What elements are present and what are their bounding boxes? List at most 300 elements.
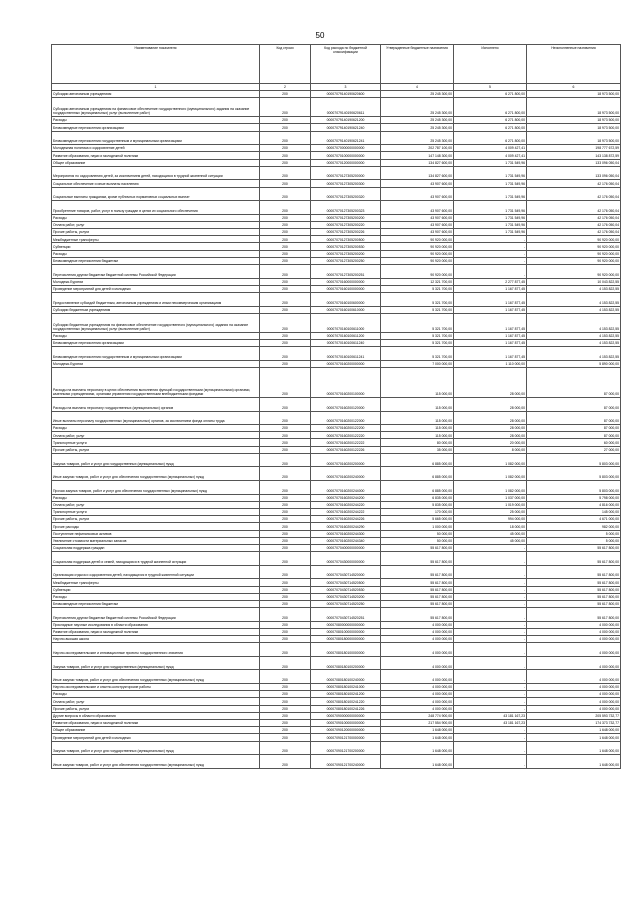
executed-cell: 1 167 877,45 bbox=[454, 313, 527, 332]
approved-cell: 147 148 300,00 bbox=[381, 152, 454, 159]
approved-cell: 5 321 700,00 bbox=[381, 292, 454, 306]
line-code-cell: 200 bbox=[260, 124, 311, 131]
table-row bbox=[52, 530, 621, 537]
line-code-cell: 200 bbox=[260, 243, 311, 250]
approved-cell: 55 617 800,00 bbox=[381, 579, 454, 586]
executed-cell: - bbox=[454, 257, 527, 264]
executed-cell: 1 731 549,96 bbox=[454, 221, 527, 228]
approved-cell: 4 000 000,00 bbox=[381, 621, 454, 628]
unexecuted-cell: 145 000,00 bbox=[527, 509, 621, 516]
indicator-name-cell: Научно-исследовательские и опытно-конструкторские работы bbox=[52, 684, 260, 691]
executed-cell: - bbox=[454, 734, 527, 741]
approved-cell: 202 787 100,00 bbox=[381, 145, 454, 152]
indicator-name-cell: Молодежь Бурятии bbox=[52, 360, 260, 367]
indicator-name-cell: Межбюджетные трансферты bbox=[52, 579, 260, 586]
indicator-name-cell: Безвозмездные перечисления государственным и муниципальным организациям bbox=[52, 347, 260, 361]
column-number: 1 bbox=[52, 84, 260, 91]
executed-cell: 8 000,00 bbox=[454, 446, 527, 453]
indicator-name-cell: Расходы bbox=[52, 593, 260, 600]
approved-cell: 80 000,00 bbox=[381, 439, 454, 446]
indicator-name-cell: Расходы bbox=[52, 425, 260, 432]
unexecuted-cell: 90 920 000,00 bbox=[527, 250, 621, 257]
executed-cell: - bbox=[454, 250, 527, 257]
executed-cell: 2 277 877,45 bbox=[454, 278, 527, 285]
unexecuted-cell: 18 973 500,00 bbox=[527, 98, 621, 117]
indicator-name-cell: Организация отдыха и оздоровления детей, находящихся в трудной жизненной ситуации bbox=[52, 565, 260, 579]
unexecuted-cell: 205 593 732,77 bbox=[527, 712, 621, 719]
budget-code-cell: 00007080180100000000 bbox=[311, 643, 381, 657]
indicator-name-cell: Транспортные услуги bbox=[52, 509, 260, 516]
unexecuted-cell: 143 138 872,59 bbox=[527, 152, 621, 159]
line-code-cell: 200 bbox=[260, 656, 311, 670]
budget-code-cell: 00007070000000000000 bbox=[311, 145, 381, 152]
executed-cell: 1 110 000,00 bbox=[454, 360, 527, 367]
unexecuted-cell: 18 973 500,00 bbox=[527, 117, 621, 124]
executed-cell: 1 082 000,00 bbox=[454, 481, 527, 495]
column-number: 5 bbox=[454, 84, 527, 91]
executed-cell: - bbox=[454, 755, 527, 769]
budget-code-cell: 00007070127305200251 bbox=[311, 265, 381, 279]
budget-code-cell: 00007070160200244000 bbox=[311, 481, 381, 495]
table-row bbox=[52, 579, 621, 586]
table-row bbox=[52, 306, 621, 313]
budget-code-cell: 00007070430714520200 bbox=[311, 593, 381, 600]
executed-cell: 1 731 549,96 bbox=[454, 187, 527, 201]
budget-code-cell: 00007070160200244300 bbox=[311, 530, 381, 537]
unexecuted-cell: 55 617 800,00 bbox=[527, 593, 621, 600]
unexecuted-cell: 4 153 822,55 bbox=[527, 285, 621, 292]
indicator-name-cell: Иные закупки товаров, работ и услуг для обеспечения государственных (муниципальных) нужд bbox=[52, 755, 260, 769]
budget-code-cell: 00007080180100241000 bbox=[311, 684, 381, 691]
indicator-name-cell: Развитие образования, науки и молодежной политики bbox=[52, 152, 260, 159]
line-code-cell: 200 bbox=[260, 530, 311, 537]
line-code-cell: 200 bbox=[260, 691, 311, 698]
approved-cell: 1 648 000,00 bbox=[381, 727, 454, 734]
budget-code-cell: 00007070127305200200 bbox=[311, 250, 381, 257]
approved-cell: 115 000,00 bbox=[381, 367, 454, 397]
budget-code-cell: 00007070127305200300 bbox=[311, 180, 381, 187]
indicator-name-cell: Научно-высшая школа bbox=[52, 636, 260, 643]
table-row bbox=[52, 467, 621, 481]
table-row bbox=[52, 285, 621, 292]
executed-cell: 43 181 167,23 bbox=[454, 719, 527, 726]
approved-cell: 115 000,00 bbox=[381, 432, 454, 439]
budget-code-cell: 00007070160100611000 bbox=[311, 313, 381, 332]
approved-cell: 43 907 600,00 bbox=[381, 187, 454, 201]
line-code-cell: 200 bbox=[260, 131, 311, 145]
executed-cell: 1 731 549,96 bbox=[454, 166, 527, 180]
budget-code-cell: 00007070160200122000 bbox=[311, 411, 381, 425]
indicator-name-cell: Прочая закупка товаров, работ и услуг для обеспечения государственных (муниципальных) нужд bbox=[52, 481, 260, 495]
unexecuted-cell: 42 176 050,04 bbox=[527, 180, 621, 187]
budget-code-cell: 00007070160200240000 bbox=[311, 467, 381, 481]
column-number: 4 bbox=[381, 84, 454, 91]
indicator-name-cell: Иные закупки товаров, работ и услуг для обеспечения государственных (муниципальных) нужд bbox=[52, 670, 260, 684]
line-code-cell: 200 bbox=[260, 214, 311, 221]
unexecuted-cell: 4 153 822,55 bbox=[527, 332, 621, 339]
budget-code-cell: 00007090121700000000 bbox=[311, 734, 381, 741]
executed-cell: - bbox=[454, 243, 527, 250]
header-unexecuted: Неисполненные назначения bbox=[527, 45, 621, 84]
indicator-name-cell: Перечисления другим бюджетам бюджетной системы Российской Федерации bbox=[52, 265, 260, 279]
line-code-cell: 200 bbox=[260, 201, 311, 215]
unexecuted-cell: 90 920 000,00 bbox=[527, 236, 621, 243]
table-row bbox=[52, 152, 621, 159]
approved-cell: 25 245 300,00 bbox=[381, 98, 454, 117]
unexecuted-cell: 133 096 050,04 bbox=[527, 166, 621, 180]
unexecuted-cell: 4 000 000,00 bbox=[527, 691, 621, 698]
indicator-name-cell: Молодежная политика и оздоровление детей bbox=[52, 145, 260, 152]
unexecuted-cell: 42 176 050,04 bbox=[527, 187, 621, 201]
budget-code-cell: 00007070430714520251 bbox=[311, 608, 381, 622]
approved-cell: 4 000 000,00 bbox=[381, 705, 454, 712]
line-code-cell: 200 bbox=[260, 467, 311, 481]
approved-cell: 50 000,00 bbox=[381, 537, 454, 544]
line-code-cell: 200 bbox=[260, 145, 311, 152]
approved-cell: 5 665 000,00 bbox=[381, 516, 454, 523]
line-code-cell: 200 bbox=[260, 636, 311, 643]
approved-cell: 7 000 000,00 bbox=[381, 360, 454, 367]
executed-cell: 1 167 877,45 bbox=[454, 292, 527, 306]
table-row bbox=[52, 145, 621, 152]
executed-cell: - bbox=[454, 727, 527, 734]
approved-cell: 55 617 800,00 bbox=[381, 552, 454, 566]
line-code-cell: 200 bbox=[260, 727, 311, 734]
unexecuted-cell: 4 000 000,00 bbox=[527, 621, 621, 628]
indicator-name-cell: Безвозмездные перечисления бюджетам bbox=[52, 600, 260, 607]
executed-cell: 28 000,00 bbox=[454, 397, 527, 411]
table-row bbox=[52, 453, 621, 467]
indicator-name-cell: Субсидии бюджетным учреждениям bbox=[52, 306, 260, 313]
approved-cell: 25 245 300,00 bbox=[381, 91, 454, 98]
table-row bbox=[52, 187, 621, 201]
indicator-name-cell: Прочие работы, услуги bbox=[52, 705, 260, 712]
budget-code-cell: 00007070160200200000 bbox=[311, 453, 381, 467]
unexecuted-cell: 5 000,00 bbox=[527, 537, 621, 544]
line-code-cell: 200 bbox=[260, 565, 311, 579]
executed-cell: 28 000,00 bbox=[454, 367, 527, 397]
line-code-cell: 200 bbox=[260, 453, 311, 467]
line-code-cell: 200 bbox=[260, 698, 311, 705]
unexecuted-cell: 87 000,00 bbox=[527, 425, 621, 432]
unexecuted-cell: 4 000 000,00 bbox=[527, 705, 621, 712]
indicator-name-cell: Закупка товаров, работ и услуг для государственных (муниципальных) нужд bbox=[52, 453, 260, 467]
indicator-name-cell: Субсидии бюджетным учреждениям на финансовое обеспечение государственного (муниципального) задания на оказание государственных (муниципальных) услуг (выполнение работ) bbox=[52, 313, 260, 332]
table-row bbox=[52, 397, 621, 411]
budget-code-cell: 00007090000000000000 bbox=[311, 712, 381, 719]
column-number: 6 bbox=[527, 84, 621, 91]
approved-cell: 50 000,00 bbox=[381, 530, 454, 537]
approved-cell: 4 000 000,00 bbox=[381, 656, 454, 670]
budget-code-cell: 00007070430714520500 bbox=[311, 579, 381, 586]
table-row bbox=[52, 250, 621, 257]
table-row bbox=[52, 117, 621, 124]
budget-code-cell: 00007070430000000000 bbox=[311, 552, 381, 566]
approved-cell: 4 000 000,00 bbox=[381, 643, 454, 657]
unexecuted-cell: 55 617 800,00 bbox=[527, 608, 621, 622]
line-code-cell: 200 bbox=[260, 98, 311, 117]
approved-cell: 55 617 800,00 bbox=[381, 600, 454, 607]
line-code-cell: 200 bbox=[260, 187, 311, 201]
executed-cell: - bbox=[454, 636, 527, 643]
header-indicator-name: Наименование показателя bbox=[52, 45, 260, 84]
table-row bbox=[52, 332, 621, 339]
indicator-name-cell: Расходы bbox=[52, 117, 260, 124]
executed-cell: 20 000,00 bbox=[454, 439, 527, 446]
line-code-cell: 200 bbox=[260, 91, 311, 98]
approved-cell: 43 907 600,00 bbox=[381, 229, 454, 236]
line-code-cell: 200 bbox=[260, 741, 311, 755]
indicator-name-cell: Прочие расходы bbox=[52, 523, 260, 530]
executed-cell: 6 271 800,00 bbox=[454, 124, 527, 131]
indicator-name-cell: Социальные выплаты гражданам, кроме публичных нормативных социальных выплат bbox=[52, 187, 260, 201]
executed-cell: - bbox=[454, 608, 527, 622]
line-code-cell: 200 bbox=[260, 608, 311, 622]
line-code-cell: 200 bbox=[260, 265, 311, 279]
table-row bbox=[52, 670, 621, 684]
table-row bbox=[52, 236, 621, 243]
indicator-name-cell: Расходы bbox=[52, 691, 260, 698]
executed-cell: 1 082 000,00 bbox=[454, 467, 527, 481]
line-code-cell: 200 bbox=[260, 593, 311, 600]
indicator-name-cell: Развитие образования, науки и молодежной политики bbox=[52, 628, 260, 635]
executed-cell: 4 009 427,41 bbox=[454, 145, 527, 152]
table-row bbox=[52, 229, 621, 236]
table-header-row bbox=[52, 45, 621, 84]
indicator-name-cell: Перечисления другим бюджетам бюджетной системы Российской Федерации bbox=[52, 608, 260, 622]
line-code-cell: 200 bbox=[260, 734, 311, 741]
executed-cell: 28 000,00 bbox=[454, 411, 527, 425]
table-row bbox=[52, 712, 621, 719]
unexecuted-cell: 87 000,00 bbox=[527, 411, 621, 425]
budget-code-cell: 00007070127305200220 bbox=[311, 221, 381, 228]
approved-cell: 5 321 700,00 bbox=[381, 285, 454, 292]
line-code-cell: 200 bbox=[260, 481, 311, 495]
budget-code-cell: 00007070127305200323 bbox=[311, 201, 381, 215]
unexecuted-cell: 5 890 000,00 bbox=[527, 360, 621, 367]
indicator-name-cell: Прочие работы, услуги bbox=[52, 229, 260, 236]
approved-cell: 12 321 700,00 bbox=[381, 278, 454, 285]
table-row bbox=[52, 425, 621, 432]
budget-code-cell: 00007070120000000000 bbox=[311, 159, 381, 166]
table-row bbox=[52, 347, 621, 361]
executed-cell: - bbox=[454, 544, 527, 551]
unexecuted-cell: 55 617 800,00 bbox=[527, 586, 621, 593]
indicator-name-cell: Безвозмездные перечисления организациям bbox=[52, 339, 260, 346]
indicator-name-cell: Транспортные услуги bbox=[52, 439, 260, 446]
unexecuted-cell: 42 176 050,04 bbox=[527, 229, 621, 236]
indicator-name-cell: Оплата работ, услуг bbox=[52, 221, 260, 228]
unexecuted-cell: 5 798 000,00 bbox=[527, 494, 621, 501]
executed-cell: 1 167 877,45 bbox=[454, 347, 527, 361]
budget-code-cell: 00007070160100611241 bbox=[311, 347, 381, 361]
line-code-cell: 200 bbox=[260, 586, 311, 593]
indicator-name-cell: Прочие работы, услуги bbox=[52, 446, 260, 453]
approved-cell: 1 648 000,00 bbox=[381, 755, 454, 769]
executed-cell: 18 000,00 bbox=[454, 523, 527, 530]
executed-cell: 45 000,00 bbox=[454, 537, 527, 544]
column-number: 2 bbox=[260, 84, 311, 91]
line-code-cell: 200 bbox=[260, 339, 311, 346]
budget-code-cell: 00007070127305200000 bbox=[311, 166, 381, 180]
approved-cell: 25 245 300,00 bbox=[381, 124, 454, 131]
page-number: 50 bbox=[315, 31, 325, 40]
indicator-name-cell: Научно-исследовательские и инновационные проекты государственного значения bbox=[52, 643, 260, 657]
header-budget-code: Код расхода по бюджетной классификации bbox=[311, 45, 381, 84]
table-row bbox=[52, 214, 621, 221]
table-row bbox=[52, 544, 621, 551]
executed-cell: - bbox=[454, 705, 527, 712]
table-row bbox=[52, 656, 621, 670]
indicator-name-cell: Субсидии автономным учреждениям на финансовое обеспечение государственного (муниципального) задания на оказание государственных (муниципальных) услуг (выполнение работ) bbox=[52, 98, 260, 117]
budget-code-cell: 00007080180100200000 bbox=[311, 656, 381, 670]
budget-code-cell: 00007079140190621241 bbox=[311, 131, 381, 145]
unexecuted-cell: 198 777 672,59 bbox=[527, 145, 621, 152]
approved-cell: 90 920 000,00 bbox=[381, 265, 454, 279]
line-code-cell: 200 bbox=[260, 278, 311, 285]
indicator-name-cell: Социальная поддержка детей и семей, находящихся в трудной жизненной ситуации bbox=[52, 552, 260, 566]
unexecuted-cell: 4 000 000,00 bbox=[527, 656, 621, 670]
budget-code-cell: 00007080100000000000 bbox=[311, 628, 381, 635]
table-row bbox=[52, 552, 621, 566]
executed-cell: 4 009 427,41 bbox=[454, 152, 527, 159]
unexecuted-cell: 174 373 732,77 bbox=[527, 719, 621, 726]
unexecuted-cell: 60 000,00 bbox=[527, 439, 621, 446]
approved-cell: 1 000 000,00 bbox=[381, 523, 454, 530]
unexecuted-cell: 4 153 822,55 bbox=[527, 306, 621, 313]
indicator-name-cell: Субвенции bbox=[52, 586, 260, 593]
approved-cell: 134 827 600,00 bbox=[381, 159, 454, 166]
indicator-name-cell: Расходы на выплаты персоналу государственных (муниципальных) органов bbox=[52, 397, 260, 411]
line-code-cell: 200 bbox=[260, 347, 311, 361]
line-code-cell: 200 bbox=[260, 600, 311, 607]
line-code-cell: 200 bbox=[260, 712, 311, 719]
indicator-name-cell: Социальное обеспечение и иные выплаты населению bbox=[52, 180, 260, 187]
executed-cell: 1 731 549,96 bbox=[454, 214, 527, 221]
table-row bbox=[52, 98, 621, 117]
budget-code-cell: 00007079140190620611 bbox=[311, 98, 381, 117]
executed-cell: - bbox=[454, 643, 527, 657]
budget-code-cell: 00007070160200244220 bbox=[311, 501, 381, 508]
budget-code-cell: 00007070160200244340 bbox=[311, 537, 381, 544]
indicator-name-cell: Предоставление субсидий бюджетным, автономным учреждениям и иным некоммерческим организациям bbox=[52, 292, 260, 306]
executed-cell: - bbox=[454, 593, 527, 600]
unexecuted-cell: 18 973 500,00 bbox=[527, 91, 621, 98]
executed-cell: 6 271 800,00 bbox=[454, 117, 527, 124]
line-code-cell: 200 bbox=[260, 628, 311, 635]
table-row bbox=[52, 180, 621, 187]
unexecuted-cell: 4 000 000,00 bbox=[527, 698, 621, 705]
table-row bbox=[52, 439, 621, 446]
table-row bbox=[52, 432, 621, 439]
line-code-cell: 200 bbox=[260, 552, 311, 566]
executed-cell: 6 271 800,00 bbox=[454, 91, 527, 98]
approved-cell: 90 920 000,00 bbox=[381, 257, 454, 264]
budget-code-cell: 00007070160100000000 bbox=[311, 285, 381, 292]
approved-cell: 43 907 600,00 bbox=[381, 221, 454, 228]
budget-code-cell: 00007079140190621200 bbox=[311, 117, 381, 124]
line-code-cell: 200 bbox=[260, 494, 311, 501]
table-row bbox=[52, 628, 621, 635]
unexecuted-cell: 4 000 000,00 bbox=[527, 636, 621, 643]
line-code-cell: 200 bbox=[260, 159, 311, 166]
unexecuted-cell: 133 096 050,04 bbox=[527, 159, 621, 166]
table-row bbox=[52, 643, 621, 657]
executed-cell: 28 000,00 bbox=[454, 432, 527, 439]
column-number-row bbox=[52, 84, 621, 91]
budget-code-cell: 00007070160200244290 bbox=[311, 523, 381, 530]
approved-cell: 6 885 000,00 bbox=[381, 467, 454, 481]
unexecuted-cell: 18 973 500,00 bbox=[527, 124, 621, 131]
line-code-cell: 200 bbox=[260, 180, 311, 187]
table-row bbox=[52, 221, 621, 228]
table-row bbox=[52, 481, 621, 495]
budget-code-cell: 00007070430714520000 bbox=[311, 565, 381, 579]
budget-code-cell: 00007070100000000000 bbox=[311, 152, 381, 159]
budget-code-cell: 00007070160200244200 bbox=[311, 494, 381, 501]
budget-code-cell: 00007070160100600000 bbox=[311, 292, 381, 306]
executed-cell: 1 167 877,45 bbox=[454, 285, 527, 292]
executed-cell: - bbox=[454, 265, 527, 279]
line-code-cell: 200 bbox=[260, 643, 311, 657]
approved-cell: 35 000,00 bbox=[381, 446, 454, 453]
unexecuted-cell: 4 000 000,00 bbox=[527, 643, 621, 657]
unexecuted-cell: 4 000 000,00 bbox=[527, 628, 621, 635]
table-row bbox=[52, 565, 621, 579]
budget-code-cell: 00007070160100611200 bbox=[311, 332, 381, 339]
executed-cell: 1 167 877,45 bbox=[454, 332, 527, 339]
unexecuted-cell: 5 803 000,00 bbox=[527, 453, 621, 467]
executed-cell: - bbox=[454, 741, 527, 755]
indicator-name-cell: Расходы bbox=[52, 332, 260, 339]
executed-cell: 1 731 549,96 bbox=[454, 180, 527, 187]
budget-code-cell: 00007090121700200000 bbox=[311, 741, 381, 755]
executed-cell: 1 019 000,00 bbox=[454, 501, 527, 508]
budget-code-cell: 00007070127305200250 bbox=[311, 257, 381, 264]
executed-cell: 1 082 000,00 bbox=[454, 453, 527, 467]
budget-code-cell: 00007070160200244226 bbox=[311, 516, 381, 523]
line-code-cell: 200 bbox=[260, 257, 311, 264]
indicator-name-cell: Проведение мероприятий для детей и молодежи bbox=[52, 285, 260, 292]
line-code-cell: 200 bbox=[260, 439, 311, 446]
table-row bbox=[52, 586, 621, 593]
indicator-name-cell: Закупка товаров, работ и услуг для государственных (муниципальных) нужд bbox=[52, 741, 260, 755]
indicator-name-cell: Закупка товаров, работ и услуг для государственных (муниципальных) нужд bbox=[52, 656, 260, 670]
indicator-name-cell: Оплата работ, услуг bbox=[52, 698, 260, 705]
indicator-name-cell: Поступление нефинансовых активов bbox=[52, 530, 260, 537]
unexecuted-cell: 55 617 800,00 bbox=[527, 544, 621, 551]
approved-cell: 4 000 000,00 bbox=[381, 636, 454, 643]
table-row bbox=[52, 131, 621, 145]
executed-cell: - bbox=[454, 670, 527, 684]
budget-code-cell: 00007080180100241200 bbox=[311, 691, 381, 698]
line-code-cell: 200 bbox=[260, 719, 311, 726]
indicator-name-cell: Безвозмездные перечисления государственным и муниципальным организациям bbox=[52, 131, 260, 145]
table-row bbox=[52, 501, 621, 508]
approved-cell: 55 617 800,00 bbox=[381, 608, 454, 622]
header-executed: Исполнено bbox=[454, 45, 527, 84]
table-row bbox=[52, 360, 621, 367]
executed-cell: - bbox=[454, 691, 527, 698]
executed-cell: 1 037 000,00 bbox=[454, 494, 527, 501]
budget-code-cell: 00007070127305200530 bbox=[311, 243, 381, 250]
approved-cell: 25 245 300,00 bbox=[381, 117, 454, 124]
approved-cell: 5 321 700,00 bbox=[381, 339, 454, 346]
line-code-cell: 200 bbox=[260, 411, 311, 425]
line-code-cell: 200 bbox=[260, 537, 311, 544]
unexecuted-cell: 4 153 822,55 bbox=[527, 347, 621, 361]
approved-cell: 248 774 900,00 bbox=[381, 712, 454, 719]
